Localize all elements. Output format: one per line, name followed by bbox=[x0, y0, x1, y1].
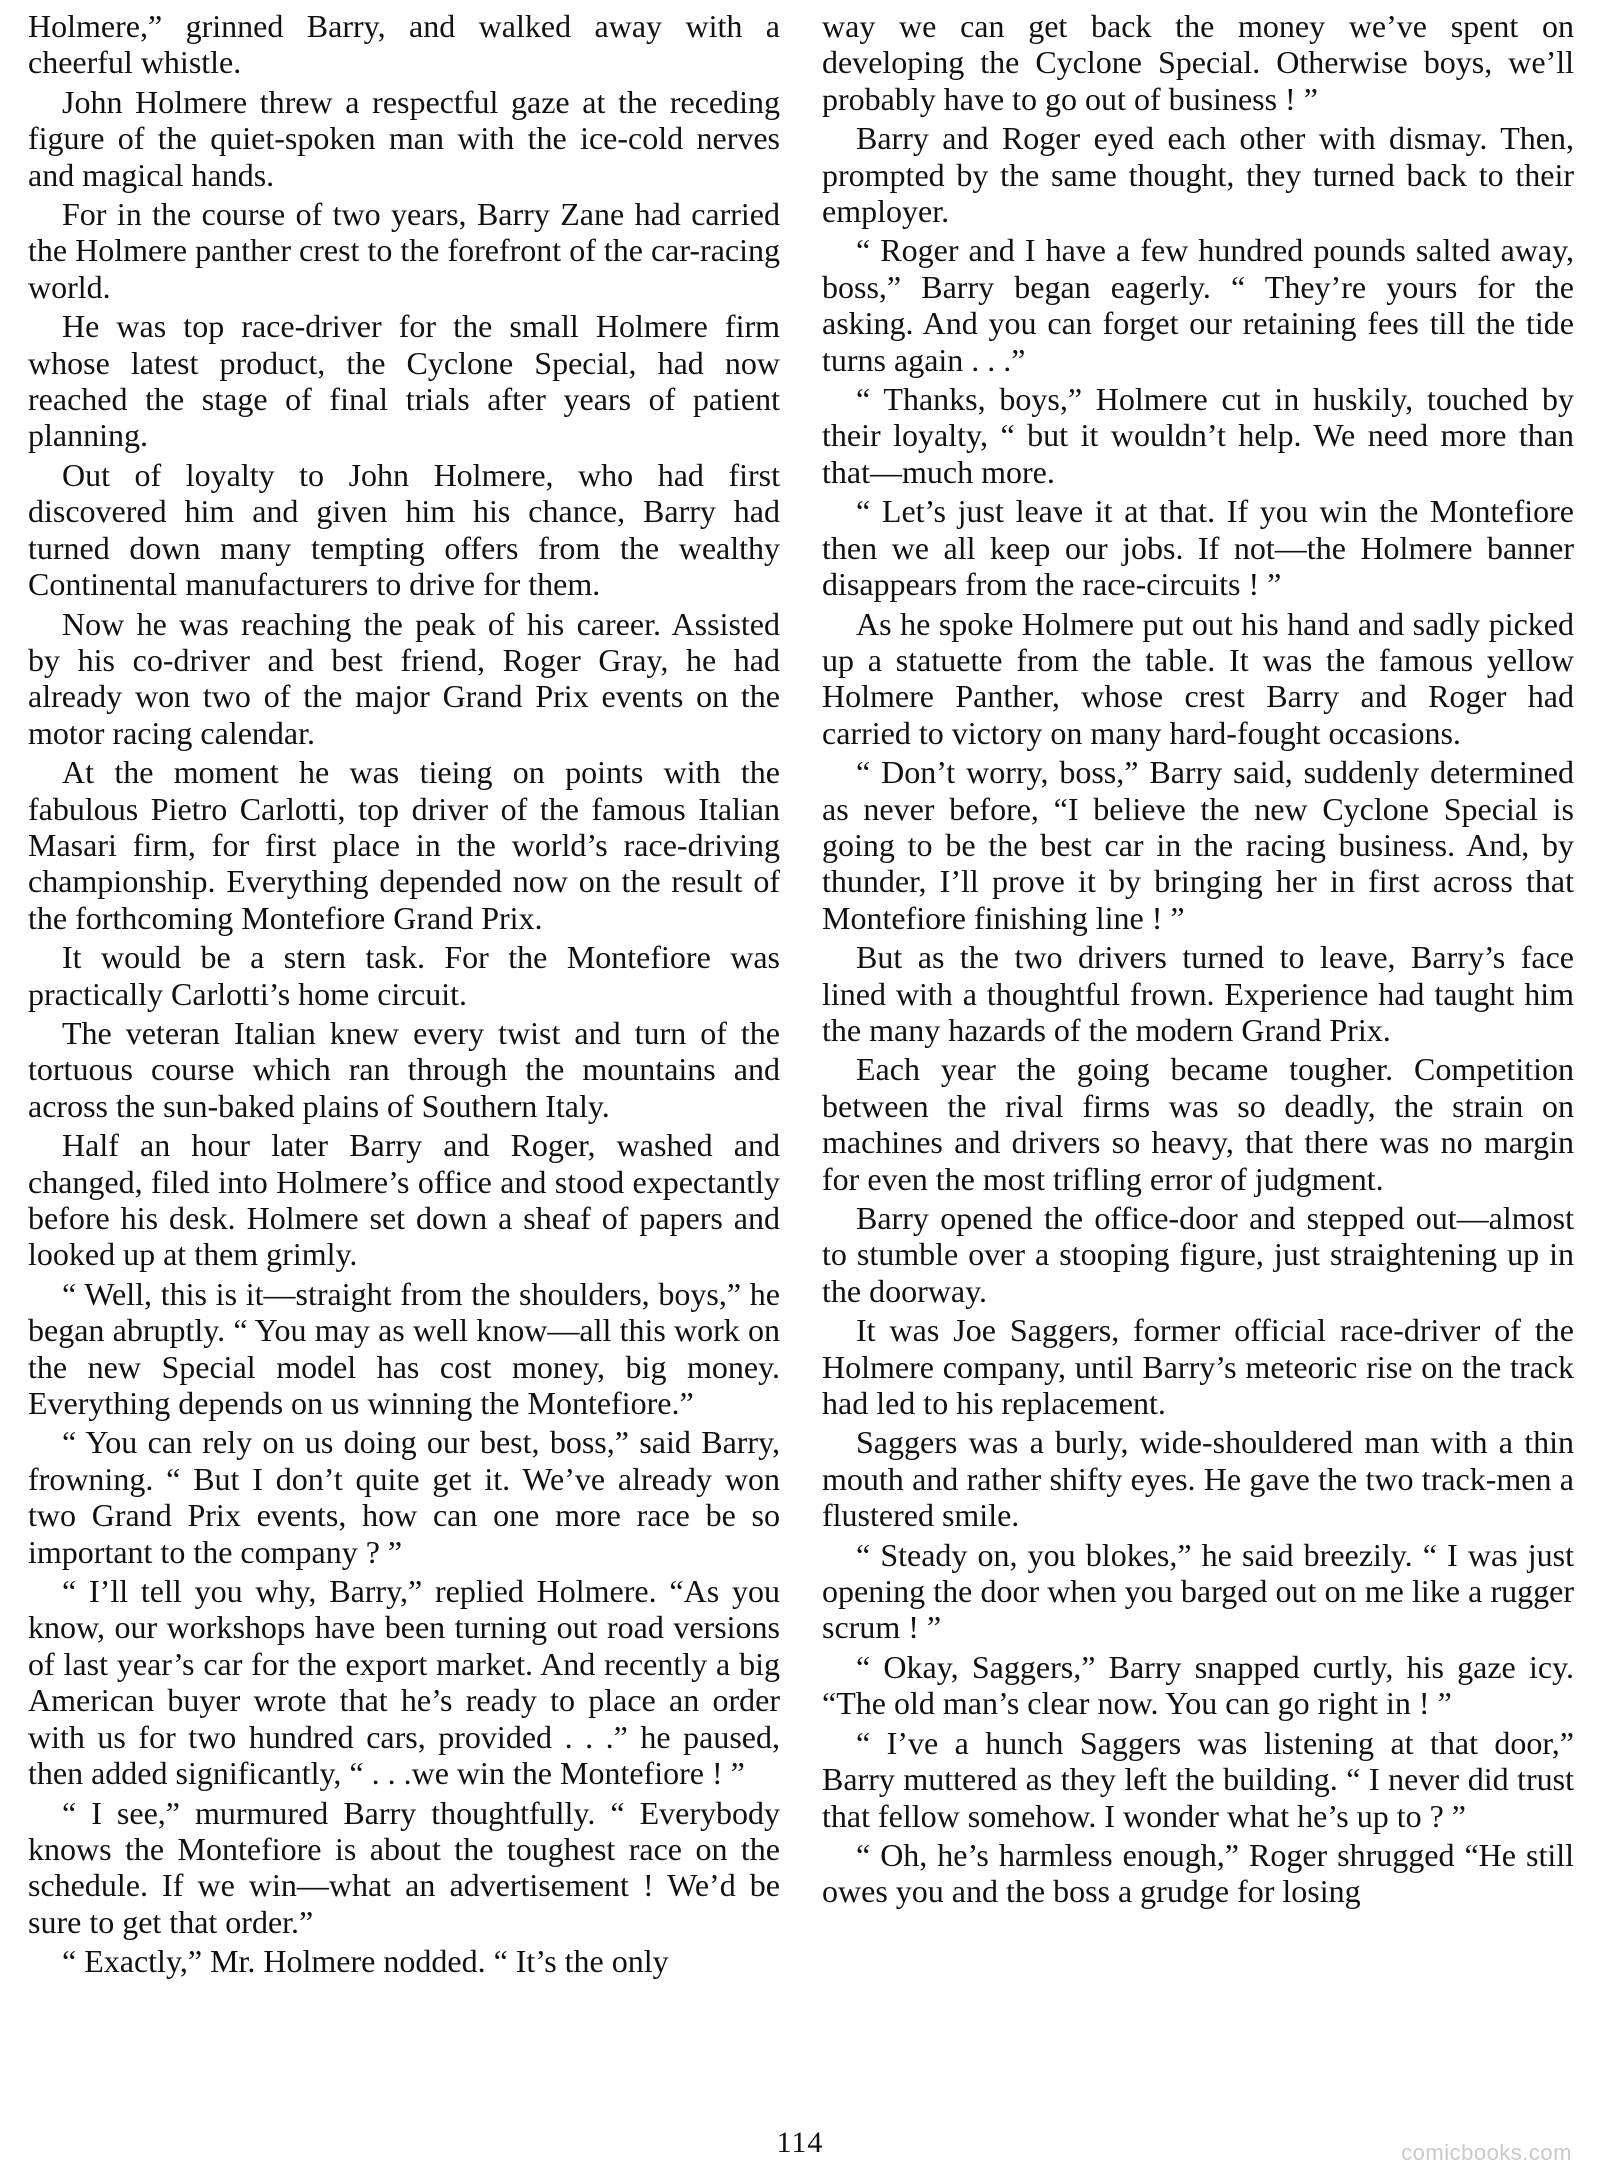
paragraph: Out of loyalty to John Holmere, who had first discovered him and given him his chance, Barry had turned down many tempting offers from the wealthy Continental manufacturers to drive for them. bbox=[28, 456, 780, 603]
paragraph: Saggers was a burly, wide-shouldered man with a thin mouth and rather shifty eyes. He gave the two track-men a flustered smile. bbox=[822, 1424, 1574, 1534]
paragraph: “ Exactly,” Mr. Holmere nodded. “ It’s the only bbox=[62, 1943, 669, 1980]
paragraph: “ Okay, Saggers,” Barry snapped curtly, his gaze icy. “The old man’s clear now. You can go right in ! ” bbox=[822, 1648, 1574, 1722]
paragraph: It was Joe Saggers, former official race-driver of the Holmere company, until Barry’s meteoric rise on the track had led to his replacement. bbox=[822, 1312, 1574, 1422]
paragraph: “ You can rely on us doing our best, boss,” said Barry, frowning. “ But I don’t quite get it. We’ve already won two Grand Prix events, how can one more race be so important to the company ? ” bbox=[28, 1424, 780, 1570]
paragraph: For in the course of two years, Barry Zane had carried the Holmere panther crest to the forefront of the car-racing world. bbox=[28, 196, 780, 305]
left-text-column bbox=[28, 8, 780, 1983]
paragraph: Barry opened the office-door and stepped out—almost to stumble over a stooping figure, just straightening up in the doorway. bbox=[822, 1200, 1574, 1309]
watermark: comicbooks.com bbox=[1401, 2140, 1572, 2165]
paragraph: “ Steady on, you blokes,” he said breezily. “ I was just opening the door when you barged out on me like a rugger scrum ! ” bbox=[822, 1536, 1574, 1646]
paragraph: Each year the going became tougher. Competition between the rival firms was so deadly, the strain on machines and drivers so heavy, that there was no margin for even the most trifling error of judgment. bbox=[822, 1051, 1574, 1197]
paragraph: “ Oh, he’s harmless enough,” Roger shrugged “He still owes you and the boss a grudge for losing bbox=[822, 1836, 1574, 1910]
paragraph: It would be a stern task. For the Montefiore was practically Carlotti’s home circuit. bbox=[28, 939, 780, 1012]
paragraph: Barry and Roger eyed each other with dismay. Then, prompted by the same thought, they turned back to their employer. bbox=[822, 120, 1574, 230]
paragraph: He was top race-driver for the small Holmere firm whose latest product, the Cyclone Special, had now reached the stage of final trials after years of patient planning. bbox=[28, 308, 780, 454]
paragraph: “ Roger and I have a few hundred pounds salted away, boss,” Barry began eagerly. “ They’re yours for the asking. And you can forget our retaining fees till the tide turns again . . .” bbox=[822, 232, 1574, 378]
paragraph: “ Let’s just leave it at that. If you win the Montefiore then we all keep our jobs. If not—the Holmere banner disappears from the race-circuits ! ” bbox=[822, 493, 1574, 603]
paragraph: “ Don’t worry, boss,” Barry said, suddenly determined as never before, “I believe the new Cyclone Special is going to be the best car in the racing business. And, by thunder, I’ll prove it by bringing her in first across that Montefiore finishing line ! ” bbox=[822, 754, 1574, 936]
paragraph: Now he was reaching the peak of his career. Assisted by his co-driver and best friend, Roger Gray, he had already won two of the major Grand Prix events on the motor racing calendar. bbox=[28, 605, 780, 751]
right-text-column bbox=[822, 8, 1574, 1913]
paragraph: At the moment he was tieing on points with the fabulous Pietro Carlotti, top driver of the famous Italian Masari firm, for first place in the world’s race-driving championship. Everything depended now on the result of the forthcoming Montefiore Grand Prix. bbox=[28, 754, 780, 936]
paragraph: John Holmere threw a respectful gaze at the receding figure of the quiet-spoken man with the ice-cold nerves and magical hands. bbox=[28, 83, 780, 193]
paragraph: As he spoke Holmere put out his hand and sadly picked up a statuette from the table. It was the famous yellow Holmere Panther, whose crest Barry and Roger had carried to victory on many hard-fought occasions. bbox=[822, 605, 1574, 751]
page-number: 114 bbox=[776, 2126, 824, 2159]
paragraph: “ I see,” murmured Barry thoughtfully. “ Everybody knows the Montefiore is about the toughest race on the schedule. If we win—what an advertisement ! We’d be sure to get that order.” bbox=[28, 1794, 780, 1940]
paragraph: way we can get back the money we’ve spent on developing the Cyclone Special. Otherwise boys, we’ll probably have to go out of business ! ” bbox=[822, 8, 1574, 117]
paragraph: Half an hour later Barry and Roger, washed and changed, filed into Holmere’s office and stood expectantly before his desk. Holmere set down a sheaf of papers and looked up at them grimly. bbox=[28, 1127, 780, 1273]
paragraph: “ Well, this is it—straight from the shoulders, boys,” he began abruptly. “ You may as well know—all this work on the new Special model has cost money, big money. Everything depends on us winning the Montefiore.” bbox=[28, 1275, 780, 1422]
paragraph: “ I’ve a hunch Saggers was listening at that door,” Barry muttered as they left the building. “ I never did trust that fellow somehow. I wonder what he’s up to ? ” bbox=[822, 1724, 1574, 1834]
paragraph: “ I’ll tell you why, Barry,” replied Holmere. “As you know, our workshops have been turning out road versions of last year’s car for the export market. And recently a big American buyer wrote that he’s ready to place an order with us for two hundred cars, provided . . .” he paused, then added significantly, “ . . .we win the Montefiore ! ” bbox=[28, 1573, 780, 1792]
paragraph: But as the two drivers turned to leave, Barry’s face lined with a thoughtful frown. Experience had taught him the many hazards of the modern Grand Prix. bbox=[822, 939, 1574, 1048]
paragraph: “ Thanks, boys,” Holmere cut in huskily, touched by their loyalty, “ but it wouldn’t help. We need more than that—much more. bbox=[822, 381, 1574, 490]
paragraph: The veteran Italian knew every twist and turn of the tortuous course which ran through the mountains and across the sun-baked plains of Southern Italy. bbox=[28, 1014, 780, 1124]
paragraph: Holmere,” grinned Barry, and walked away with a cheerful whistle. bbox=[28, 8, 780, 81]
